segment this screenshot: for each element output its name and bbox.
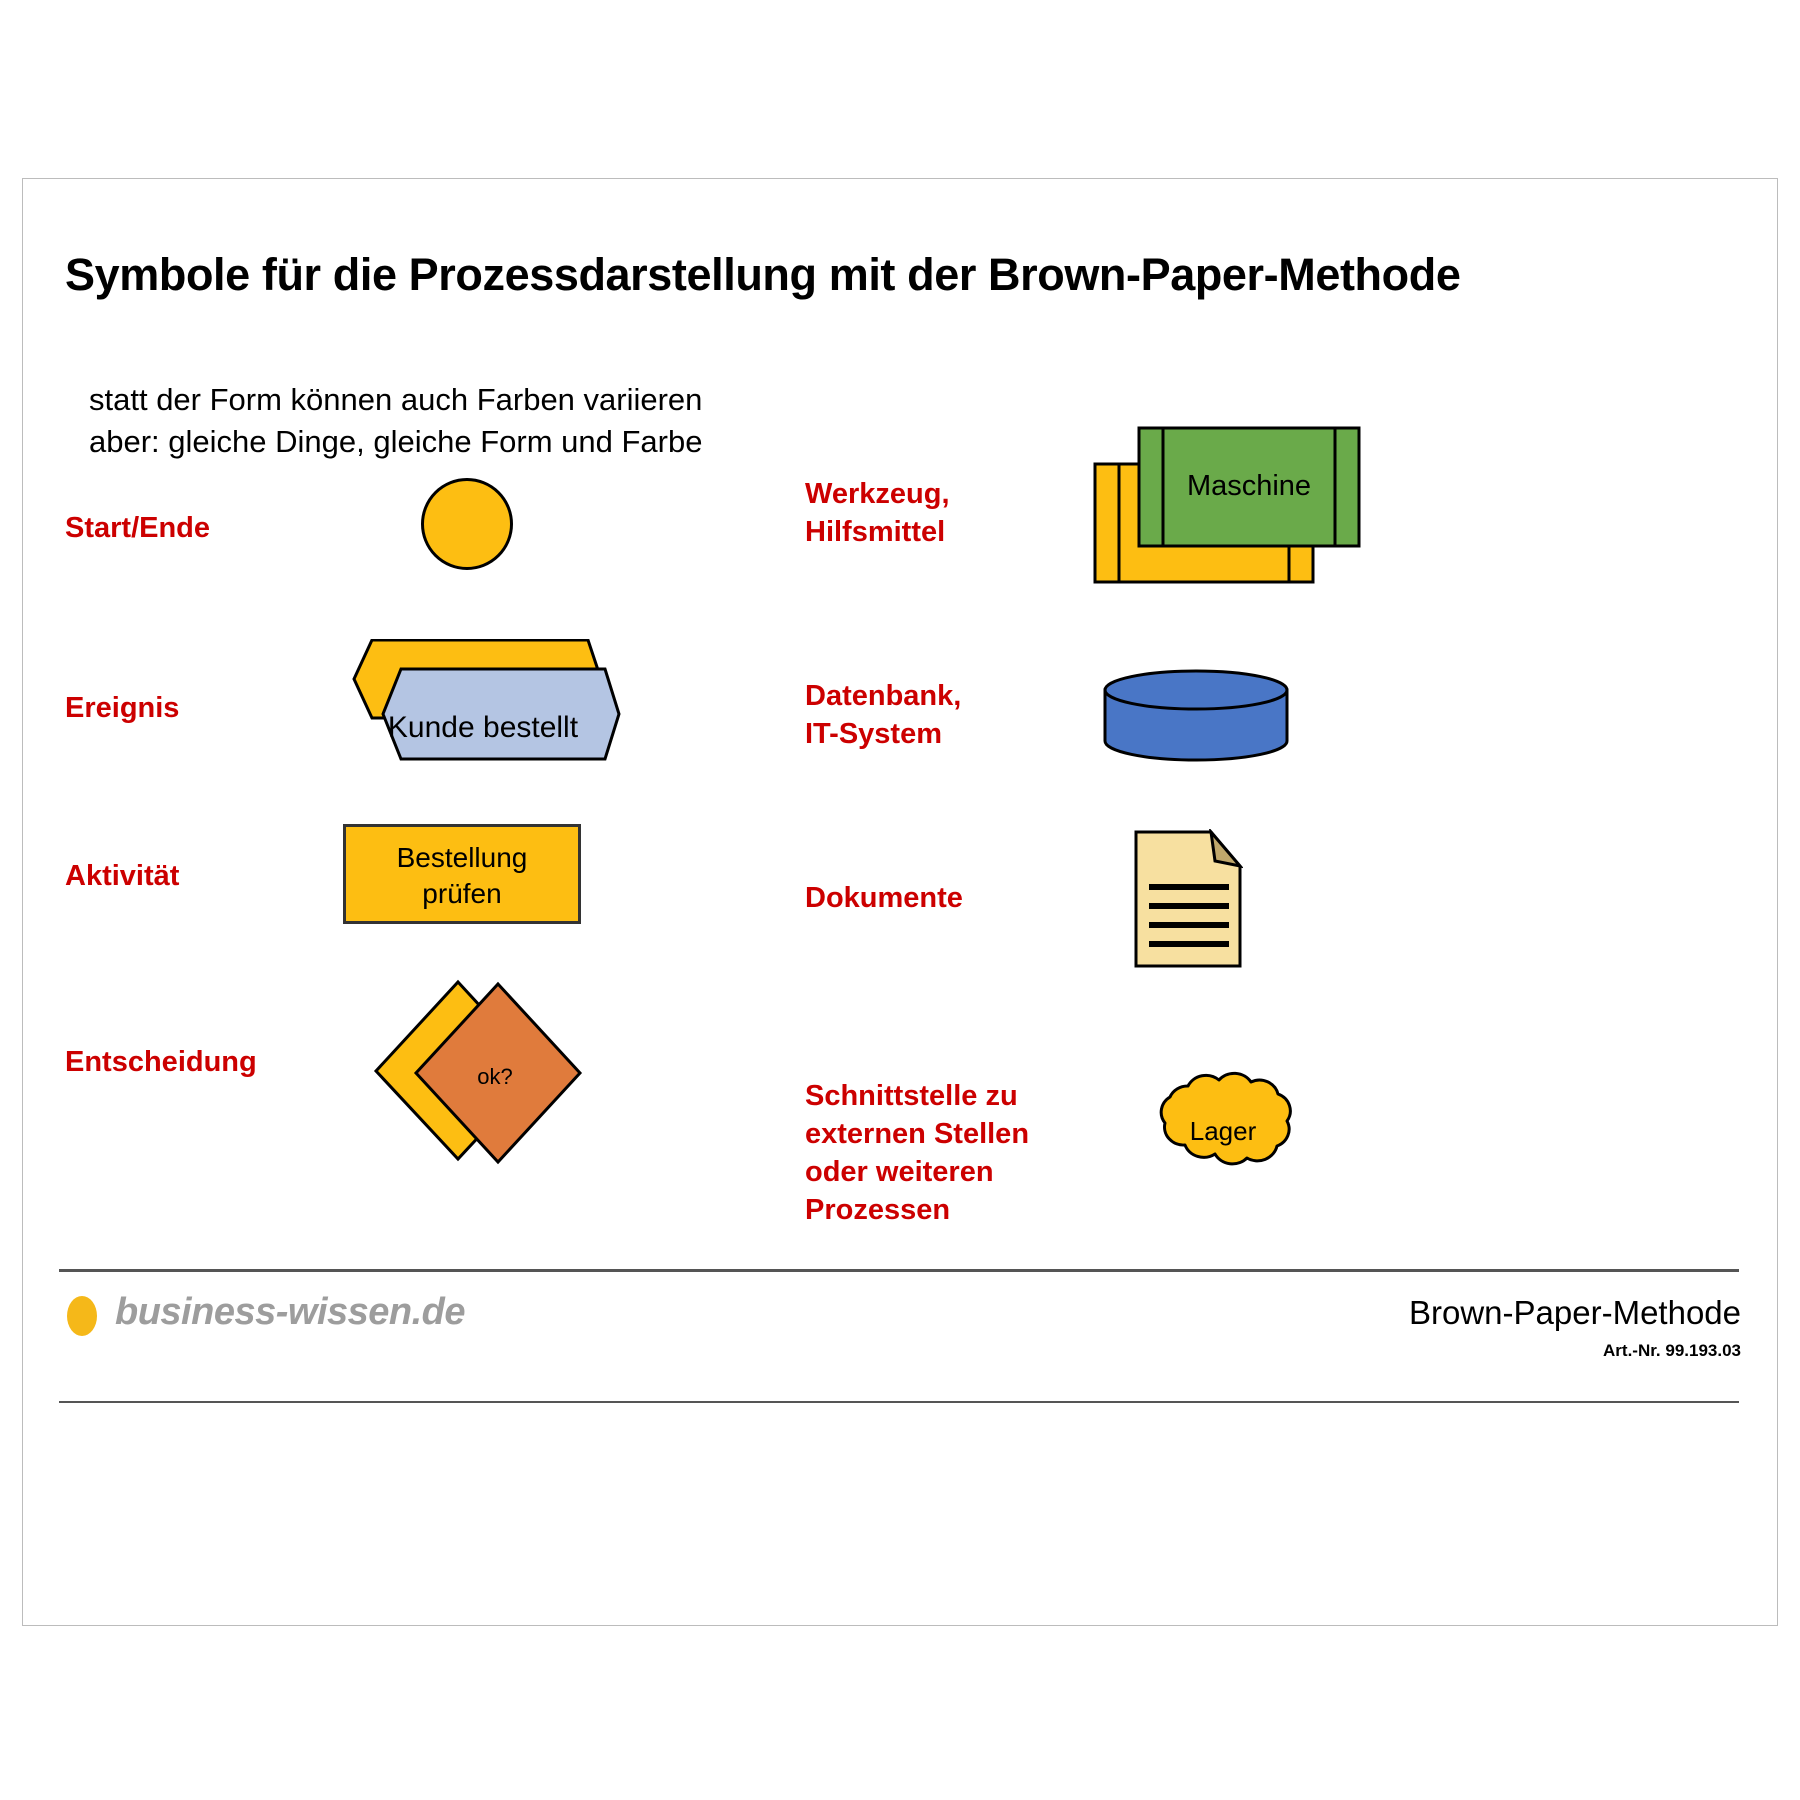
- document-fold: [1211, 832, 1240, 866]
- legend-label-werkzeug-line-2: Hilfsmittel: [805, 516, 946, 548]
- footer-method-title: Brown-Paper-Methode: [1409, 1294, 1741, 1331]
- rectangle-label-line-2: prüfen: [422, 878, 502, 909]
- logo-text: business-wissen.de: [115, 1291, 466, 1333]
- legend-label-schnittstelle-line-2: externen Stellen: [805, 1118, 1030, 1150]
- legend-label-schnittstelle-line-4: Prozessen: [805, 1194, 951, 1226]
- machine-icon: [1093, 426, 1363, 586]
- hexagon-icon: [343, 639, 623, 789]
- rectangle-icon: [343, 824, 581, 924]
- legend-label-dokumente: [805, 879, 963, 917]
- legend-label-dokumente-line-1: Dokumente: [805, 882, 963, 914]
- legend-label-ereignis: Ereignis: [65, 692, 180, 724]
- hexagon-label: Kunde bestellt: [387, 711, 579, 744]
- legend-label-werkzeug: [805, 475, 950, 551]
- footer-divider-top: [59, 1269, 1739, 1272]
- circle-icon: [421, 478, 513, 570]
- subtitle-line-1: statt der Form können auch Farben variieren: [89, 382, 703, 417]
- legend-label-entscheidung: Entscheidung: [65, 1046, 257, 1078]
- legend-label-werkzeug-line-1: Werkzeug,: [805, 478, 950, 510]
- machine-svg: [1093, 426, 1363, 586]
- logo-dot-icon: [67, 1296, 97, 1336]
- legend-label-schnittstelle: [805, 1077, 1029, 1229]
- legend-label-start-ende: Start/Ende: [65, 512, 211, 544]
- machine-label: Maschine: [1186, 470, 1312, 502]
- footer-divider-bottom: [59, 1401, 1739, 1403]
- diamond-icon: [373, 979, 583, 1169]
- legend-label-datenbank: [805, 677, 961, 753]
- cloud-icon: [1133, 1064, 1313, 1194]
- rectangle-label-line-1: Bestellung: [396, 842, 528, 873]
- document-icon: [1133, 829, 1243, 969]
- diamond-label: ok?: [477, 1064, 513, 1089]
- legend-label-datenbank-line-2: IT-System: [805, 718, 942, 750]
- slide-canvas: [22, 178, 1778, 1626]
- footer-article-number: Art.-Nr. 99.193.03: [1603, 1341, 1741, 1360]
- legend-label-schnittstelle-line-3: oder weiteren: [805, 1156, 994, 1188]
- legend-label-aktivitaet: Aktivität: [65, 860, 180, 892]
- database-icon: [1101, 669, 1291, 769]
- legend-label-schnittstelle-line-1: Schnittstelle zu: [805, 1080, 1018, 1112]
- document-svg: [1133, 829, 1243, 969]
- page-title: Symbole für die Prozessdarstellung mit der Brown-Paper-Methode: [65, 249, 1461, 300]
- database-top-ellipse: [1105, 671, 1287, 709]
- database-svg: [1101, 669, 1291, 769]
- cloud-label: Lager: [1189, 1116, 1257, 1146]
- subtitle-line-2: aber: gleiche Dinge, gleiche Form und Farbe: [89, 424, 703, 459]
- subtitle-block: [89, 379, 702, 463]
- legend-label-datenbank-line-1: Datenbank,: [805, 680, 962, 712]
